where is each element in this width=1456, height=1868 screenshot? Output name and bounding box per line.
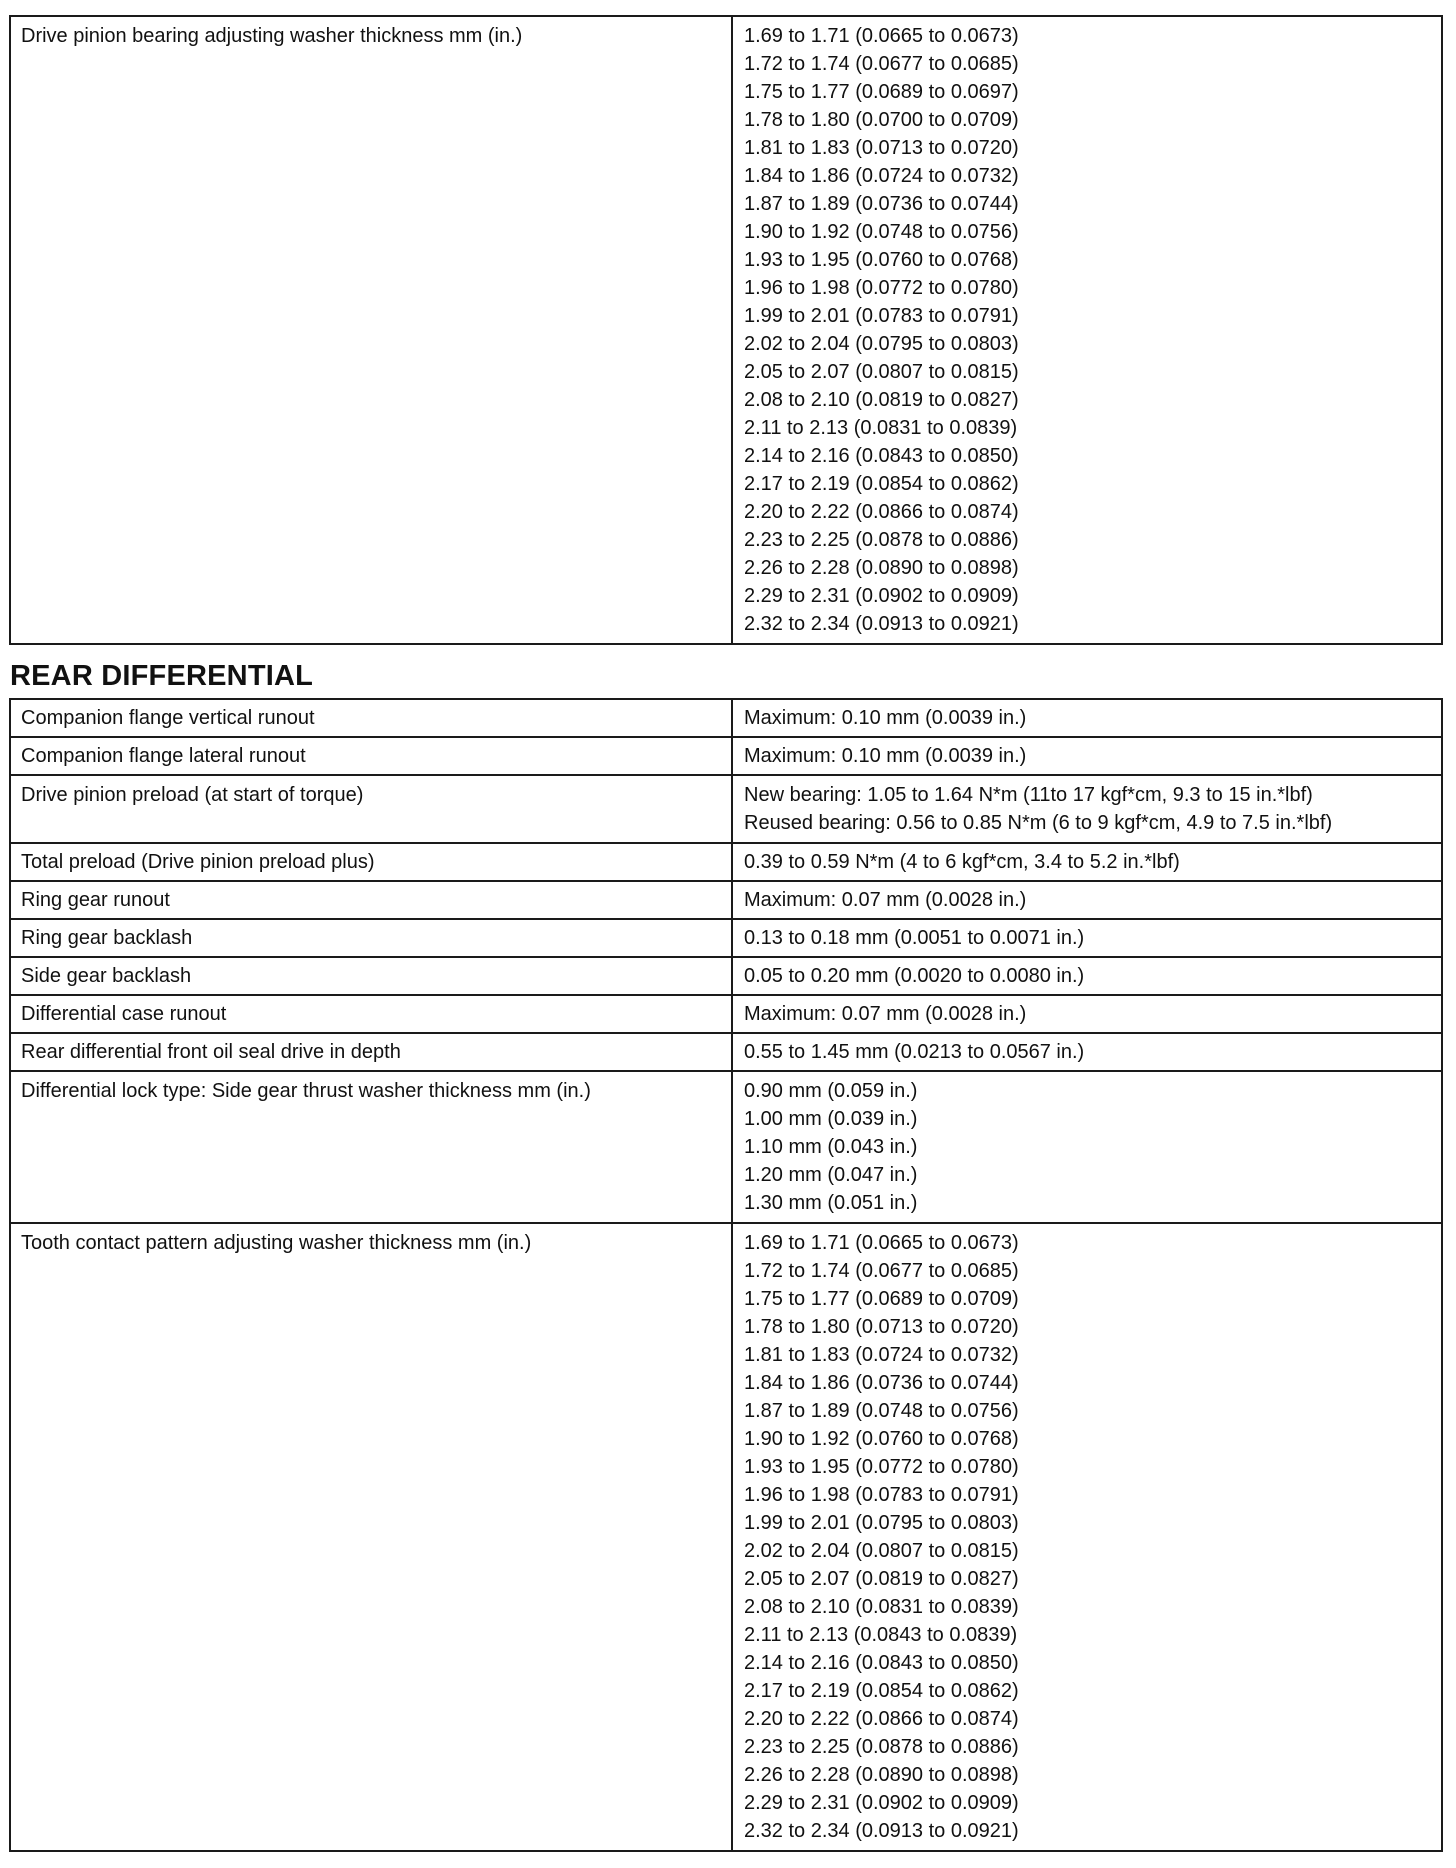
spec-value: 2.32 to 2.34 (0.0913 to 0.0921) xyxy=(744,613,1019,635)
spec-value: 2.11 to 2.13 (0.0831 to 0.0839) xyxy=(744,417,1018,439)
spec-value: 1.72 to 1.74 (0.0677 to 0.0685) xyxy=(744,53,1019,75)
table-row xyxy=(10,881,1442,919)
spec-value: Maximum: 0.07 mm (0.0028 in.) xyxy=(744,1003,1027,1025)
spec-value-list xyxy=(732,881,1442,919)
spec-value: 1.93 to 1.95 (0.0760 to 0.0768) xyxy=(744,249,1019,271)
spec-value: 1.78 to 1.80 (0.0713 to 0.0720) xyxy=(744,1316,1019,1338)
spec-value: 2.14 to 2.16 (0.0843 to 0.0850) xyxy=(744,1652,1019,1674)
spec-value: Maximum: 0.07 mm (0.0028 in.) xyxy=(744,889,1027,911)
spec-value: 2.05 to 2.07 (0.0807 to 0.0815) xyxy=(744,361,1019,383)
spec-value: Maximum: 0.10 mm (0.0039 in.) xyxy=(744,707,1027,729)
spec-value: 2.29 to 2.31 (0.0902 to 0.0909) xyxy=(744,1792,1019,1814)
spec-value: 1.84 to 1.86 (0.0736 to 0.0744) xyxy=(744,1372,1019,1394)
spec-label: Ring gear runout xyxy=(10,881,732,919)
spec-value: 1.72 to 1.74 (0.0677 to 0.0685) xyxy=(744,1260,1019,1282)
spec-value: 0.90 mm (0.059 in.) xyxy=(744,1080,918,1102)
spec-value: 1.75 to 1.77 (0.0689 to 0.0709) xyxy=(744,1288,1019,1310)
spec-value: 0.55 to 1.45 mm (0.0213 to 0.0567 in.) xyxy=(744,1041,1085,1063)
drive-pinion-washer-table xyxy=(9,15,1443,645)
spec-value: 1.20 mm (0.047 in.) xyxy=(744,1164,918,1186)
table-row xyxy=(10,957,1442,995)
spec-value: 2.02 to 2.04 (0.0795 to 0.0803) xyxy=(744,333,1019,355)
rear-differential-table xyxy=(9,698,1443,1852)
table-row xyxy=(10,699,1442,737)
spec-label: Drive pinion preload (at start of torque) xyxy=(10,775,732,843)
spec-value: 2.14 to 2.16 (0.0843 to 0.0850) xyxy=(744,445,1019,467)
spec-value: 1.75 to 1.77 (0.0689 to 0.0697) xyxy=(744,81,1019,103)
spec-value-list xyxy=(732,737,1442,775)
table-row xyxy=(10,775,1442,843)
spec-value-list xyxy=(732,16,1442,644)
spec-value-list xyxy=(732,995,1442,1033)
spec-value: 2.32 to 2.34 (0.0913 to 0.0921) xyxy=(744,1820,1019,1842)
spec-value: 2.02 to 2.04 (0.0807 to 0.0815) xyxy=(744,1540,1019,1562)
spec-label: Differential lock type: Side gear thrust washer thickness mm (in.) xyxy=(10,1071,732,1223)
spec-value-list xyxy=(732,1223,1442,1851)
table-row xyxy=(10,1223,1442,1851)
spec-value: 0.13 to 0.18 mm (0.0051 to 0.0071 in.) xyxy=(744,927,1085,949)
spec-label: Rear differential front oil seal drive in depth xyxy=(10,1033,732,1071)
spec-value-list xyxy=(732,843,1442,881)
spec-value: 1.87 to 1.89 (0.0736 to 0.0744) xyxy=(744,193,1019,215)
spec-label: Ring gear backlash xyxy=(10,919,732,957)
spec-value: 1.87 to 1.89 (0.0748 to 0.0756) xyxy=(744,1400,1019,1422)
table-row xyxy=(10,1071,1442,1223)
spec-value-list xyxy=(732,1071,1442,1223)
spec-value: 1.00 mm (0.039 in.) xyxy=(744,1108,918,1130)
table-row xyxy=(10,737,1442,775)
spec-value: 1.96 to 1.98 (0.0783 to 0.0791) xyxy=(744,1484,1019,1506)
table-row xyxy=(10,919,1442,957)
spec-value: 2.08 to 2.10 (0.0831 to 0.0839) xyxy=(744,1596,1019,1618)
spec-value: 1.30 mm (0.051 in.) xyxy=(744,1192,918,1214)
spec-value: 2.20 to 2.22 (0.0866 to 0.0874) xyxy=(744,501,1019,523)
spec-value: 1.99 to 2.01 (0.0795 to 0.0803) xyxy=(744,1512,1019,1534)
spec-label: Companion flange vertical runout xyxy=(10,699,732,737)
spec-label: Side gear backlash xyxy=(10,957,732,995)
spec-value: 2.26 to 2.28 (0.0890 to 0.0898) xyxy=(744,1764,1019,1786)
spec-value: 1.84 to 1.86 (0.0724 to 0.0732) xyxy=(744,165,1019,187)
spec-label: Companion flange lateral runout xyxy=(10,737,732,775)
table-row xyxy=(10,995,1442,1033)
spec-value-list xyxy=(732,957,1442,995)
spec-label: Total preload (Drive pinion preload plus) xyxy=(10,843,732,881)
spec-value: 1.90 to 1.92 (0.0748 to 0.0756) xyxy=(744,221,1019,243)
spec-value: 1.90 to 1.92 (0.0760 to 0.0768) xyxy=(744,1428,1019,1450)
spec-value: 2.08 to 2.10 (0.0819 to 0.0827) xyxy=(744,389,1019,411)
spec-value-list xyxy=(732,775,1442,843)
table-row xyxy=(10,1033,1442,1071)
spec-value: 1.96 to 1.98 (0.0772 to 0.0780) xyxy=(744,277,1019,299)
spec-value: 1.78 to 1.80 (0.0700 to 0.0709) xyxy=(744,109,1019,131)
spec-label: Tooth contact pattern adjusting washer thickness mm (in.) xyxy=(10,1223,732,1851)
spec-value: 0.39 to 0.59 N*m (4 to 6 kgf*cm, 3.4 to 5.2 in.*lbf) xyxy=(744,851,1180,873)
spec-value: 2.17 to 2.19 (0.0854 to 0.0862) xyxy=(744,473,1019,495)
section-heading-rear-differential: REAR DIFFERENTIAL xyxy=(10,660,314,692)
spec-label: Differential case runout xyxy=(10,995,732,1033)
spec-value: 2.26 to 2.28 (0.0890 to 0.0898) xyxy=(744,557,1019,579)
table-row xyxy=(10,16,1442,644)
spec-value: 1.81 to 1.83 (0.0713 to 0.0720) xyxy=(744,137,1019,159)
spec-value: 2.05 to 2.07 (0.0819 to 0.0827) xyxy=(744,1568,1019,1590)
spec-value: 2.23 to 2.25 (0.0878 to 0.0886) xyxy=(744,529,1019,551)
spec-label: Drive pinion bearing adjusting washer thickness mm (in.) xyxy=(10,16,732,644)
spec-value: 2.17 to 2.19 (0.0854 to 0.0862) xyxy=(744,1680,1019,1702)
spec-value-list xyxy=(732,699,1442,737)
spec-value: 1.81 to 1.83 (0.0724 to 0.0732) xyxy=(744,1344,1019,1366)
spec-value-list xyxy=(732,1033,1442,1071)
spec-value: 2.20 to 2.22 (0.0866 to 0.0874) xyxy=(744,1708,1019,1730)
spec-value: 2.29 to 2.31 (0.0902 to 0.0909) xyxy=(744,585,1019,607)
spec-value: New bearing: 1.05 to 1.64 N*m (11to 17 kgf*cm, 9.3 to 15 in.*lbf) xyxy=(744,784,1313,806)
spec-value: 1.69 to 1.71 (0.0665 to 0.0673) xyxy=(744,1232,1019,1254)
spec-value: 1.93 to 1.95 (0.0772 to 0.0780) xyxy=(744,1456,1019,1478)
spec-value: Maximum: 0.10 mm (0.0039 in.) xyxy=(744,745,1027,767)
spec-value: 2.11 to 2.13 (0.0843 to 0.0839) xyxy=(744,1624,1018,1646)
spec-value: 2.23 to 2.25 (0.0878 to 0.0886) xyxy=(744,1736,1019,1758)
spec-value: 1.69 to 1.71 (0.0665 to 0.0673) xyxy=(744,25,1019,47)
spec-value: Reused bearing: 0.56 to 0.85 N*m (6 to 9 kgf*cm, 4.9 to 7.5 in.*lbf) xyxy=(744,812,1333,834)
spec-value: 1.99 to 2.01 (0.0783 to 0.0791) xyxy=(744,305,1019,327)
table-row xyxy=(10,843,1442,881)
spec-value: 0.05 to 0.20 mm (0.0020 to 0.0080 in.) xyxy=(744,965,1085,987)
spec-value-list xyxy=(732,919,1442,957)
spec-value: 1.10 mm (0.043 in.) xyxy=(744,1136,918,1158)
